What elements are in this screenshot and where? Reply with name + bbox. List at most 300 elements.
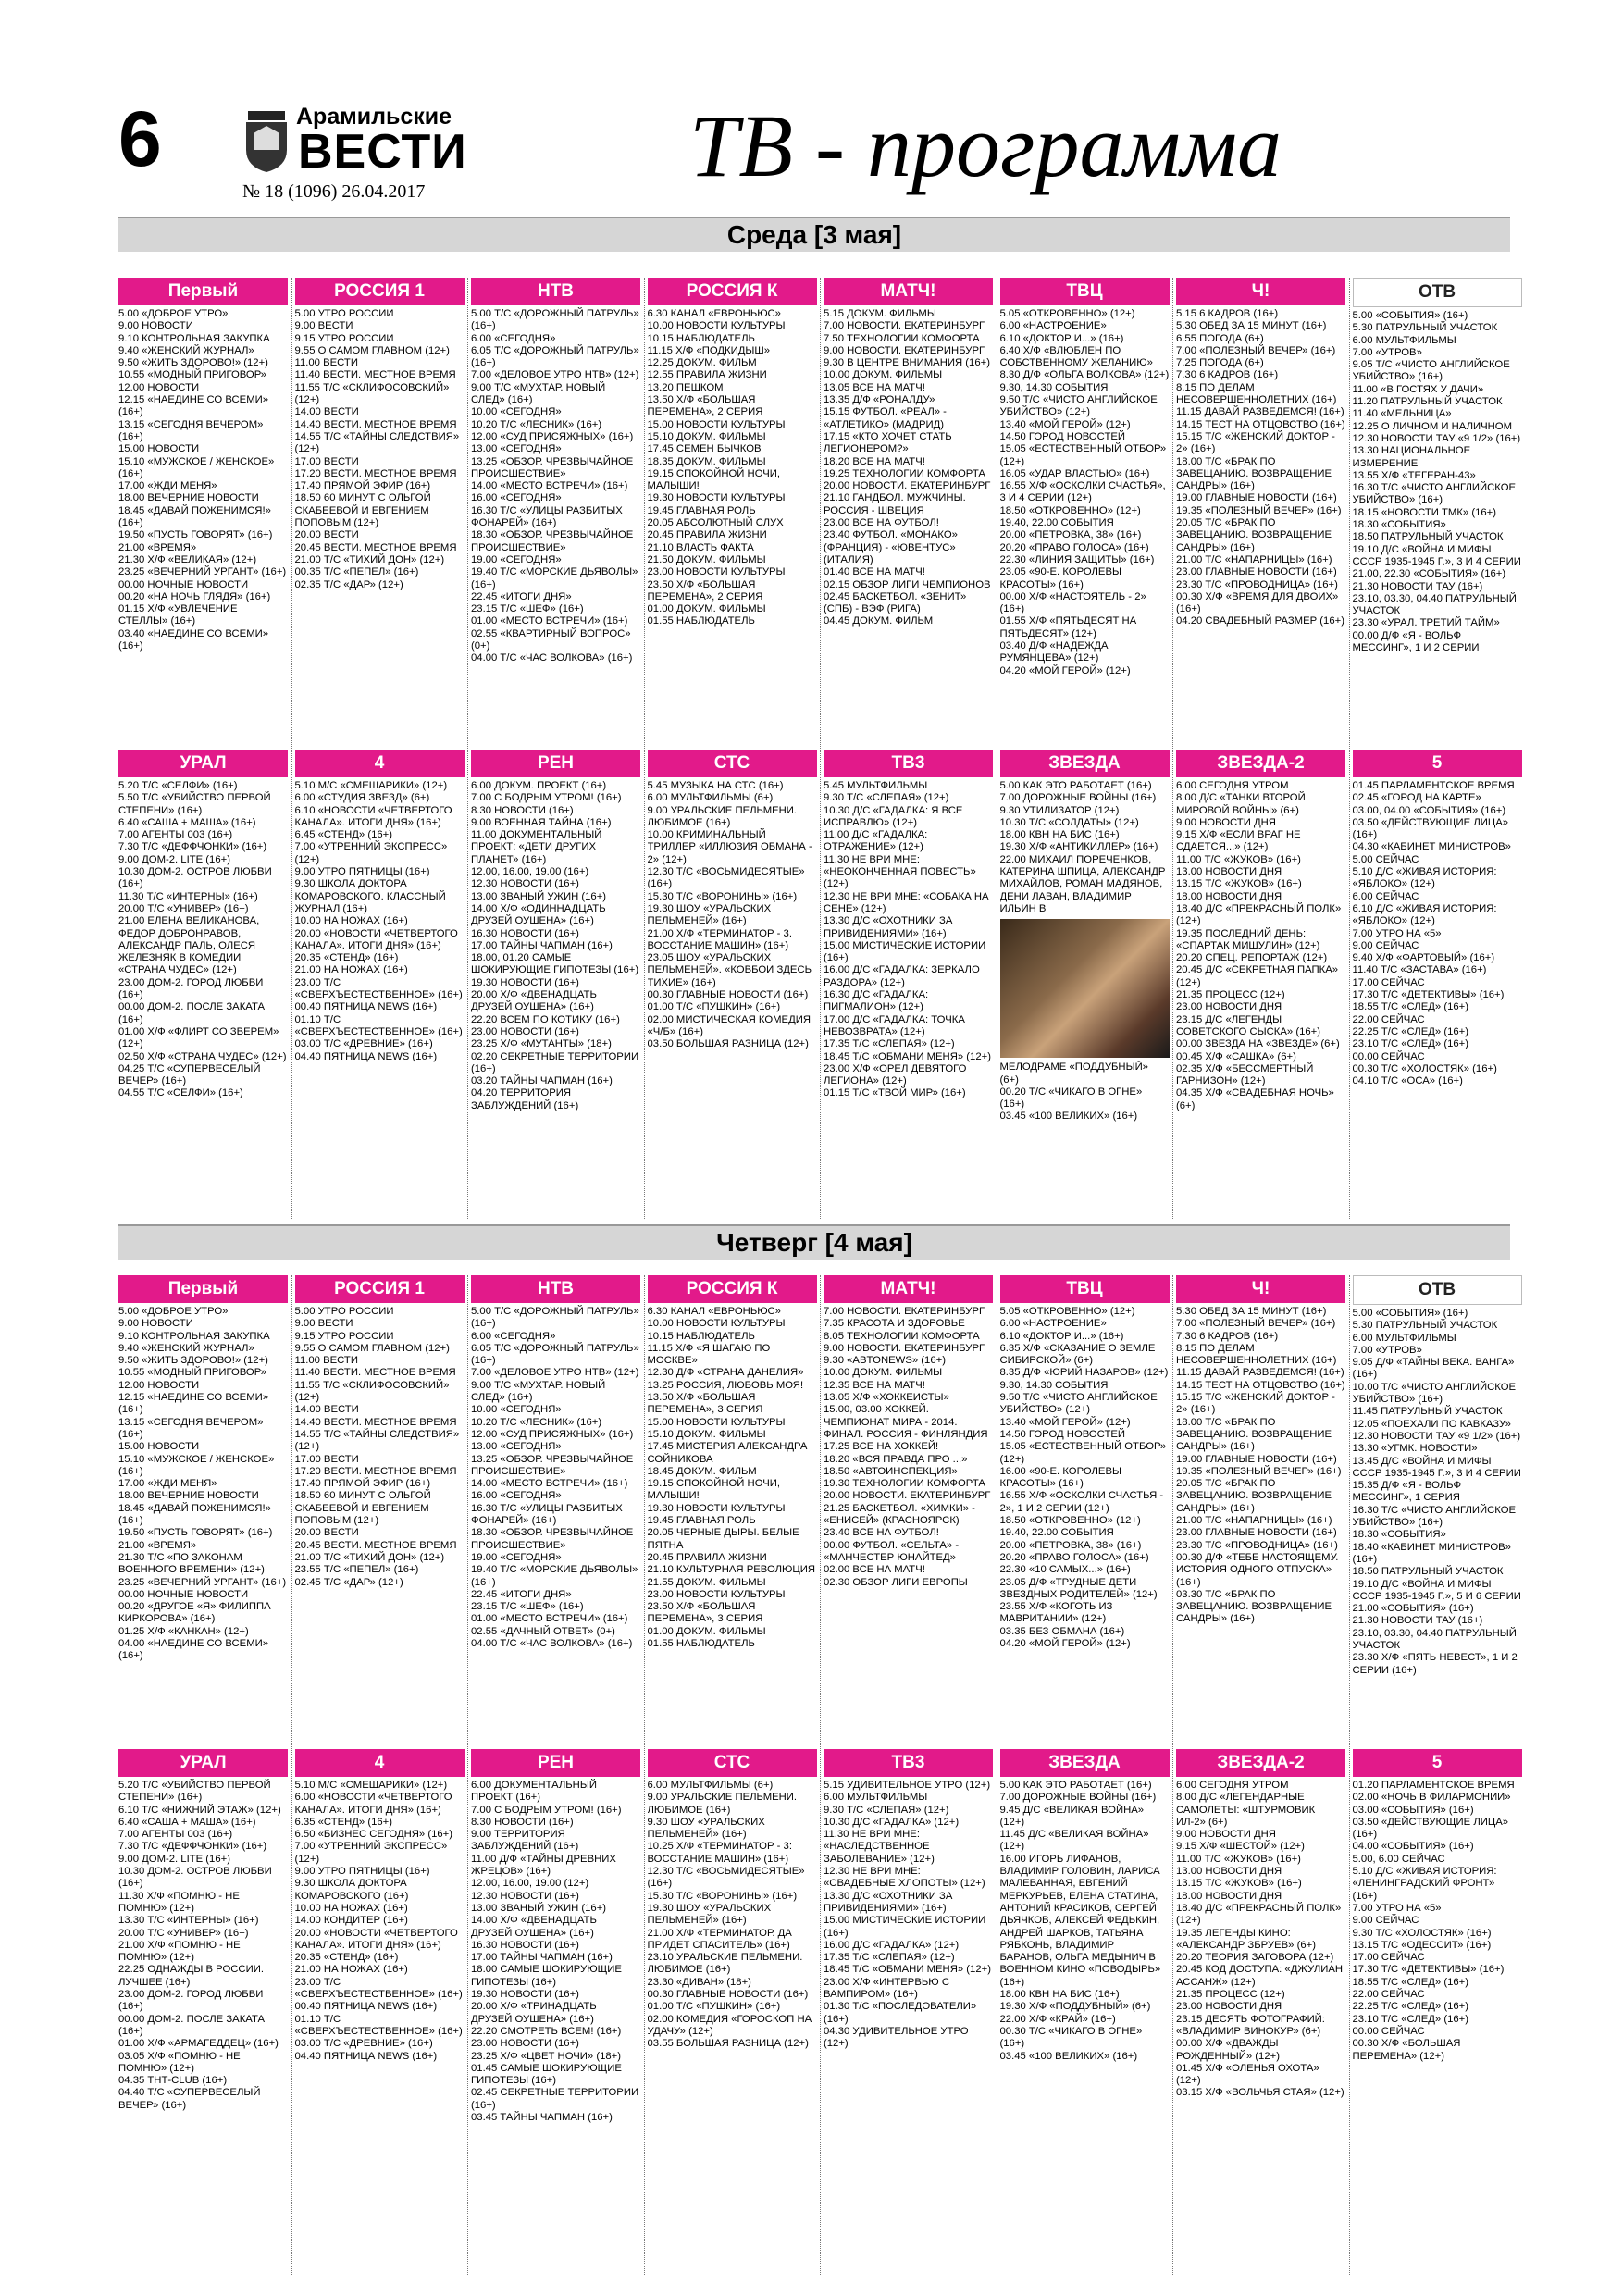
program-item: 23.10 УРАЛЬСКИЕ ПЕЛЬМЕНИ. ЛЮБИМОЕ (16+): [647, 1952, 803, 1976]
program-item: 16.30 Т/С «ЧИСТО АНГЛИЙСКОЕ УБИЙСТВО» (16+): [1352, 482, 1517, 506]
program-item: 8.15 ПО ДЕЛАМ НЕСОВЕРШЕННОЛЕТНИХ (16+): [1176, 381, 1337, 406]
logo-title: ВЕСТИ: [298, 125, 467, 179]
program-item: 18.00 САМЫЕ ШОКИРУЮЩИЕ ГИПОТЕЗЫ (16+): [471, 1964, 622, 1988]
program-item: 7.00 «ПОЛЕЗНЫЙ ВЕЧЕР» (16+): [1176, 344, 1336, 356]
channel-logo-text: ТВ3: [891, 753, 925, 773]
channel-listing: [118, 1749, 288, 2275]
program-item: 16.30 НОВОСТИ (16+): [471, 927, 579, 939]
program-item: 15.05 «ЕСТЕСТВЕННЫЙ ОТБОР» (12+): [999, 1441, 1167, 1465]
channel-logo-text: Первый: [167, 1279, 239, 1298]
column-divider: [820, 1275, 821, 2275]
channel-logo: [295, 1275, 465, 1303]
program-list: [1000, 1306, 1170, 1650]
program-item: 23.40 ВСЕ НА ФУТБОЛ!: [824, 1527, 939, 1539]
program-item: 22.20 СМОТРЕТЬ ВСЕМ! (16+): [471, 2025, 622, 2037]
program-item: 12.30 НЕ ВРИ МНЕ: «СОБАКА НА СЕНЕ» (12+): [824, 890, 989, 914]
program-item: 21.50 ДОКУМ. ФИЛЬМЫ: [647, 553, 766, 565]
program-item: 9.50 Т/С «ЧИСТО АНГЛИЙСКОЕ УБИЙСТВО» (12+): [999, 394, 1158, 418]
program-item: 22.20 ВСЕМ ПО КОТИКУ (16+): [471, 1013, 620, 1025]
program-item: 03.40 Д/Ф «НАДЕЖДА РУМЯНЦЕВА» (12+): [999, 640, 1109, 664]
program-item: 03.35 БЕЗ ОБМАНА (16+): [999, 1625, 1125, 1637]
program-item: 9.45 Д/С «ВЕЛИКАЯ ВОЙНА» (12+): [999, 1804, 1145, 1828]
column-divider: [1349, 278, 1350, 1219]
channel-logo-text: 4: [374, 753, 385, 773]
program-item: 14.55 Т/С «ТАЙНЫ СЛЕДСТВИЯ» (12+): [294, 1428, 460, 1453]
film-still-image: [1000, 919, 1170, 1058]
channel-logo: [824, 1275, 993, 1303]
program-item: 20.00 Т/С «УНИВЕР» (16+): [118, 1927, 249, 1939]
program-item: 10.00 Т/С «ЧИСТО АНГЛИЙСКОЕ УБИЙСТВО» (16+): [1352, 1381, 1517, 1406]
channel-listing: [295, 1275, 465, 1743]
program-item: 12.30 НОВОСТИ (16+): [471, 1890, 579, 1902]
program-item: 01.00 Х/Ф «АРМАГЕДДЕЦ» (16+): [118, 2038, 279, 2050]
program-item: 5.10 Д/С «ЖИВАЯ ИСТОРИЯ: «ЯБЛОКО» (12+): [1352, 866, 1497, 890]
program-item: 15.35 Д/Ф «Я - ВОЛЬФ МЕССИНГ», 1 СЕРИЯ: [1352, 1480, 1462, 1504]
program-item: 8.15 ПО ДЕЛАМ НЕСОВЕРШЕННОЛЕТНИХ (16+): [1176, 1342, 1337, 1367]
program-item: 23.05 «90-Е. КОРОЛЕВЫ КРАСОТЫ» (16+): [999, 566, 1122, 590]
program-item: 19.35 ПОСЛЕДНИЙ ДЕНЬ: «СПАРТАК МИШУЛИН» (12+): [1176, 927, 1320, 951]
channel-logo-text: ЗВЕЗДА: [1048, 753, 1121, 773]
program-item: 18.00 ВЕЧЕРНИЕ НОВОСТИ: [118, 492, 259, 504]
program-list: [648, 1306, 817, 1650]
program-item: 21.00 НА НОЖАХ (16+): [294, 1964, 408, 1976]
program-item: 5.45 МУЛЬТФИЛЬМЫ: [824, 780, 928, 791]
program-item: 02.55 «КВАРТИРНЫЙ ВОПРОС» (0+): [471, 627, 631, 652]
program-list: [295, 780, 465, 1063]
program-item: 23.15 Д/С «ЛЕГЕНДЫ СОВЕТСКОГО СЫСКА» (16+): [1176, 1013, 1321, 1037]
program-item: 10.00 ДОКУМ. ФИЛЬМЫ: [824, 369, 943, 381]
program-item: 18.50 ПАТРУЛЬНЫЙ УЧАСТОК: [1352, 531, 1504, 543]
program-list: [1353, 780, 1522, 1087]
program-item: 9.40 «ЖЕНСКИЙ ЖУРНАЛ»: [118, 344, 254, 356]
program-item: 13.30 Д/С «ОХОТНИКИ ЗА ПРИВИДЕНИЯМИ» (16+): [824, 915, 953, 939]
channel-logo: [471, 750, 640, 777]
program-item: 5.00 УТРО РОССИИ: [294, 1306, 394, 1317]
channel-logo: [824, 278, 993, 305]
channel-logo-text: МАТЧ!: [880, 1279, 936, 1298]
program-item: 5.10 М/С «СМЕШАРИКИ» (12+): [294, 780, 448, 791]
program-item: 13.05 Х/Ф «ХОККЕИСТЫ»: [824, 1392, 949, 1404]
program-item: 01.00 «МЕСТО ВСТРЕЧИ» (16+): [471, 615, 628, 627]
channel-listing: [648, 1749, 817, 2275]
program-item: 16.30 Т/С «УЛИЦЫ РАЗБИТЫХ ФОНАРЕЙ» (16+): [471, 504, 623, 529]
program-item: 23.55 Т/С «ПЕПЕЛ» (16+): [294, 1564, 419, 1576]
program-item: 21.00 «ВРЕМЯ»: [118, 541, 197, 553]
program-item: 11.00 Д/Ф «ТАЙНЫ ДРЕВНИХ ЖРЕЦОВ» (16+): [471, 1853, 616, 1878]
channel-logo: [471, 278, 640, 305]
day-grid: [118, 1275, 1521, 2275]
program-item: 23.00 Т/С «СВЕРХЪЕСТЕСТВЕННОЕ» (16+): [294, 976, 463, 1001]
program-item: 5.00 «ДОБРОЕ УТРО»: [118, 308, 229, 319]
program-list: [1353, 1308, 1522, 1677]
program-item: 22.25 Т/С «СЛЕД» (16+): [1352, 2001, 1469, 2013]
channel-logo: [118, 750, 288, 777]
channel-listing: [1353, 278, 1522, 740]
channel-listing: [1176, 278, 1345, 740]
program-item: 01.00 Т/С «ПУШКИН» (16+): [647, 2001, 781, 2013]
program-item: 11.00 ВЕСТИ: [294, 357, 358, 369]
program-item: 02.00 ВСЕ НА МАТЧ!: [824, 1564, 925, 1576]
program-item: 18.50 «ОТКРОВЕННО» (12+): [999, 504, 1141, 516]
program-item: 17.00 ТАЙНЫ ЧАПМАН (16+): [471, 939, 613, 951]
channel-logo: [1176, 750, 1345, 777]
channel-logo: [1353, 750, 1522, 777]
program-item: 18.45 ДОКУМ. ФИЛЬМ: [647, 1465, 757, 1477]
program-item: 14.00 Х/Ф «ОДИННАДЦАТЬ ДРУЗЕЙ ОУШЕНА» (16+): [471, 902, 606, 927]
program-item: 23.30 «УРАЛ. ТРЕТИЙ ТАЙМ»: [1352, 617, 1500, 629]
program-item: 5.10 Д/С «ЖИВАЯ ИСТОРИЯ: «ЛЕНИНГРАДСКИЙ ФРОНТ» (16+): [1352, 1866, 1497, 1902]
program-item: 8.30 НОВОСТИ (16+): [471, 1816, 574, 1828]
program-item: МЕЛОДРАМЕ «ПОДДУБНЫЙ» (6+): [999, 1061, 1148, 1086]
program-item: 23.00 Х/Ф «ИНТЕРВЬЮ С ВАМПИРОМ» (16+): [824, 1976, 949, 2001]
program-item: 23.00 ДОМ-2. ГОРОД ЛЮБВИ (16+): [118, 1989, 264, 2013]
program-item: 21.25 БАСКЕТБОЛ. «ХИМКИ» - «ЕНИСЕЙ» (КРАСНОЯРСК): [824, 1502, 975, 1527]
program-item: 00.00 НОЧНЫЕ НОВОСТИ: [118, 578, 249, 590]
program-item: 21.00 Т/С «ТИХИЙ ДОН» (12+): [294, 1551, 445, 1563]
program-item: 5.00, 6.00 СЕЙЧАС: [1352, 1853, 1445, 1865]
channel-logo-text: УРАЛ: [180, 753, 227, 773]
program-item: 21.00 Х/Ф «ТЕРМИНАТОР. ДА ПРИДЕТ СПАСИТЕЛЬ» (16+): [647, 1927, 792, 1951]
program-item: 19.30 ШОУ «УРАЛЬСКИХ ПЕЛЬМЕНЕЙ» (16+): [647, 1902, 772, 1927]
program-item: 7.00 «УТРОВ»: [1352, 1344, 1422, 1356]
program-item: 11.40 ВЕСТИ. МЕСТНОЕ ВРЕМЯ: [294, 1367, 456, 1379]
program-item: 11.40 «МЕЛЬНИЦА»: [1352, 408, 1452, 420]
program-item: 01.10 Т/С «СВЕРХЪЕСТЕСТВЕННОЕ» (16+): [294, 1013, 463, 1037]
program-item: 8.05 ТЕХНОЛОГИИ КОМФОРТА: [824, 1330, 980, 1342]
program-item: 04.35 ТНТ-CLUB (16+): [118, 2075, 228, 2087]
channel-logo: [295, 750, 465, 777]
program-item: 5.15 6 КАДРОВ (16+): [1176, 308, 1279, 319]
program-item: 00.00 ДОМ-2. ПОСЛЕ ЗАКАТА (16+): [118, 2013, 266, 2037]
program-item: 00.20 «НА НОЧЬ ГЛЯДЯ» (16+): [118, 590, 271, 602]
program-item: 18.20 «ВСЯ ПРАВДА ПРО ...»: [824, 1453, 968, 1465]
channel-logo-text: СТС: [713, 1753, 750, 1772]
program-item: 9.00 НОВОСТИ: [118, 1318, 193, 1330]
program-item: 16.30 Д/С «ГАДАЛКА: ПИГМАЛИОН» (12+): [824, 989, 929, 1013]
program-item: 15.00 МИСТИЧЕСКИЕ ИСТОРИИ (16+): [824, 939, 986, 964]
program-item: 6.10 Д/С «ЖИВАЯ ИСТОРИЯ: «ЯБЛОКО» (12+): [1352, 902, 1497, 927]
program-item: 9.00 Т/С «МУХТАР. НОВЫЙ СЛЕД» (16+): [471, 1379, 606, 1404]
channel-listing: [471, 750, 640, 1219]
program-item: 6.00 МУЛЬТФИЛЬМЫ (6+): [647, 1780, 774, 1791]
program-item: 10.55 «МОДНЫЙ ПРИГОВОР»: [118, 369, 266, 381]
program-item: 7.00 УТРО НА «5»: [1352, 1902, 1442, 1914]
program-item: 01.10 Т/С «СВЕРХЪЕСТЕСТВЕННОЕ» (16+): [294, 2013, 463, 2037]
program-item: 02.55 «ДАЧНЫЙ ОТВЕТ» (0+): [471, 1625, 615, 1637]
program-item: 00.00 Х/Ф «ДВАЖДЫ РОЖДЕННЫЙ» (12+): [1176, 2038, 1280, 2062]
program-item: 15.10 ДОКУМ. ФИЛЬМЫ: [647, 430, 766, 442]
program-item: 9.00 УРАЛЬСКИЕ ПЕЛЬМЕНИ. ЛЮБИМОЕ (16+): [647, 804, 798, 828]
program-item: 21.00 «ВРЕМЯ»: [118, 1539, 197, 1551]
program-item: 00.00 НОЧНЫЕ НОВОСТИ: [118, 1588, 249, 1600]
channel-logo-text: РЕН: [537, 753, 575, 773]
program-item: 6.40 «САША + МАША» (16+): [118, 1816, 256, 1828]
program-item: 04.35 Х/Ф «СВАДЕБНАЯ НОЧЬ» (6+): [1176, 1087, 1334, 1111]
program-item: 19.30 НОВОСТИ КУЛЬТУРЫ: [647, 492, 786, 504]
program-item: 21.00 НА НОЖАХ (16+): [294, 964, 408, 976]
program-item: 9.15 Х/Ф «ЕСЛИ ВРАГ НЕ СДАЕТСЯ...» (12+): [1176, 829, 1301, 853]
program-item: 13.00 ЗВАНЫЙ УЖИН (16+): [471, 1902, 607, 1914]
program-item: 01.45 САМЫЕ ШОКИРУЮЩИЕ ГИПОТЕЗЫ (16+): [471, 2062, 622, 2087]
program-item: 5.50 Т/С «УБИЙСТВО ПЕРВОЙ СТЕПЕНИ» (16+): [118, 792, 271, 816]
program-item: 17.45 МИСТЕРИЯ АЛЕКСАНДРА СОЙНИКОВА: [647, 1441, 808, 1465]
program-item: 18.30 «ОБЗОР. ЧРЕЗВЫЧАЙНОЕ ПРОИСШЕСТВИЕ»: [471, 529, 634, 553]
program-item: 19.30 НОВОСТИ (16+): [471, 1989, 579, 2001]
program-item: 23.25 «ВЕЧЕРНИЙ УРГАНТ» (16+): [118, 566, 287, 578]
program-item: 20.45 ПРАВИЛА ЖИЗНИ: [647, 529, 767, 541]
program-item: 02.00 КОМЕДИЯ «ГОРОСКОП НА УДАЧУ» (12+): [647, 2013, 812, 2037]
program-item: 11.00 Т/С «ЖУКОВ» (16+): [1176, 853, 1301, 865]
channel-listing: [295, 1749, 465, 2275]
program-item: 17.00 ВЕСТИ: [294, 455, 359, 467]
program-item: 20.05 Т/С «БРАК ПО ЗАВЕЩАНИЮ. ВОЗВРАЩЕНИЕ САНДРЫ» (16+): [1176, 517, 1332, 553]
page-title: ТВ - программа: [689, 96, 1282, 195]
program-item: 21.00 ЕЛЕНА ВЕЛИКАНОВА, ФЕДОР ДОБРОНРАВОВ, АЛЕКСАНДР ПАЛЬ, ОЛЕСЯ ЖЕЛЕЗНЯК В КОМЕДИИ «СТРАНА ЧУДЕС» (12+): [118, 915, 260, 976]
channel-listing: [824, 1749, 993, 2275]
program-item: 18.00, 01.20 САМЫЕ ШОКИРУЮЩИЕ ГИПОТЕЗЫ (16+): [471, 952, 639, 976]
program-item: 14.40 ВЕСТИ. МЕСТНОЕ ВРЕМЯ: [294, 1416, 457, 1428]
channel-listing: [295, 278, 465, 740]
program-item: 01.00 ДОКУМ. ФИЛЬМЫ: [647, 603, 766, 615]
program-item: 04.45 ДОКУМ. ФИЛЬМ: [824, 615, 934, 627]
program-item: 23.40 ФУТБОЛ. «МОНАКО» (ФРАНЦИЯ) - «ЮВЕНТУС» (ИТАЛИЯ): [824, 529, 958, 565]
issue-info: № 18 (1096) 26.04.2017: [242, 181, 426, 202]
program-item: 5.00 «СОБЫТИЯ» (16+): [1352, 310, 1468, 321]
program-item: 23.00 НОВОСТИ КУЛЬТУРЫ: [647, 566, 786, 578]
program-item: 16.00 «90-Е. КОРОЛЕВЫ КРАСОТЫ» (16+): [999, 1465, 1122, 1490]
program-item: 9.00 НОВОСТИ. ЕКАТЕРИНБУРГ: [824, 1342, 985, 1354]
program-item: 00.30 Х/Ф «ВРЕМЯ ДЛЯ ДВОИХ» (16+): [1176, 590, 1339, 615]
program-item: 18.00 КВН НА БИС (16+): [999, 829, 1120, 841]
program-item: 13.15 Т/С «ЖУКОВ» (16+): [1176, 1878, 1302, 1890]
program-item: 20.20 «ПРАВО ГОЛОСА» (16+): [999, 541, 1149, 553]
program-item: 12.00, 16.00, 19.00 (16+): [471, 866, 589, 878]
program-item: 14.00 КОНДИТЕР (16+): [294, 1915, 408, 1927]
program-item: 13.45 Д/С «ВОЙНА И МИФЫ СССР 1935-1945 Г.», 3 И 4 СЕРИИ: [1352, 1455, 1521, 1479]
program-item: 7.25 ПОГОДА (6+): [1176, 357, 1264, 369]
program-item: 13.25 РОССИЯ, ЛЮБОВЬ МОЯ!: [647, 1379, 804, 1391]
program-item: 23.10 Т/С «СЛЕД» (16+): [1352, 2013, 1469, 2025]
program-item: 23.00 НОВОСТИ ДНЯ: [1176, 1001, 1282, 1013]
program-item: 23.10, 03.30, 04.40 ПАТРУЛЬНЫЙ УЧАСТОК: [1352, 592, 1517, 617]
program-item: 01.00 «МЕСТО ВСТРЕЧИ» (16+): [471, 1613, 628, 1625]
program-item: 10.00 НОВОСТИ КУЛЬТУРЫ: [647, 320, 786, 332]
program-item: 21.00 Т/С «НАПАРНИЦЫ» (16+): [1176, 553, 1332, 565]
program-item: 19.30 НОВОСТИ КУЛЬТУРЫ: [647, 1502, 786, 1514]
program-item: 9.50 «ЖИТЬ ЗДОРОВО!» (12+): [118, 1355, 268, 1367]
program-item: 14.00 «МЕСТО ВСТРЕЧИ» (16+): [471, 1478, 628, 1490]
program-item: 13.30 Т/С «ИНТЕРНЫ» (16+): [118, 1915, 259, 1927]
program-item: 14.00 ВЕСТИ: [294, 1404, 359, 1416]
program-item: 18.45 «ДАВАЙ ПОЖЕНИМСЯ!» (16+): [118, 1502, 271, 1527]
program-item: 23.05 Д/Ф «ТРУДНЫЕ ДЕТИ ЗВЕЗДНЫХ РОДИТЕЛЕЙ» (12+): [999, 1576, 1158, 1600]
program-item: 15.00 НОВОСТИ КУЛЬТУРЫ: [647, 418, 786, 430]
program-item: 02.50 Х/Ф «СТРАНА ЧУДЕС» (12+): [118, 1050, 287, 1062]
program-item: 00.35 Т/С «ПЕПЕЛ» (16+): [294, 566, 419, 578]
program-item: 20.00 ВЕСТИ: [294, 1527, 359, 1539]
program-item: 10.00 ДОКУМ. ФИЛЬМЫ: [824, 1367, 943, 1379]
program-item: 16.55 Х/Ф «ОСКОЛКИ СЧАСТЬЯ», 3 И 4 СЕРИИ (12+): [999, 480, 1166, 504]
program-item: 5.30 ПАТРУЛЬНЫЙ УЧАСТОК: [1352, 1320, 1498, 1332]
program-item: 13.15 «СЕГОДНЯ ВЕЧЕРОМ» (16+): [118, 1416, 264, 1440]
channel-listing: [1353, 1749, 1522, 2275]
program-item: 16.30 Т/С «ЧИСТО АНГЛИЙСКОЕ УБИЙСТВО» (16+): [1352, 1504, 1517, 1529]
program-item: 5.00 КАК ЭТО РАБОТАЕТ (16+): [999, 780, 1152, 791]
program-item: 02.15 ОБЗОР ЛИГИ ЧЕМПИОНОВ: [824, 578, 991, 590]
program-item: 03.50 «ДЕЙСТВУЮЩИЕ ЛИЦА» (16+): [1352, 816, 1509, 841]
program-item: 00.20 «ДРУГОЕ «Я» ФИЛИППА КИРКОРОВА» (16+): [118, 1601, 271, 1625]
program-item: 14.15 ТЕСТ НА ОТЦОВСТВО (16+): [1176, 418, 1345, 430]
program-item: 14.00 Х/Ф «ДВЕНАДЦАТЬ ДРУЗЕЙ ОУШЕНА» (16+): [471, 1915, 597, 1939]
program-item: 9.30 ШКОЛА ДОКТОРА КОМАРОВСКОГО (16+): [294, 1878, 409, 1902]
program-item: 9.00 Т/С «МУХТАР. НОВЫЙ СЛЕД» (16+): [471, 381, 606, 406]
program-list: [648, 780, 817, 1051]
program-item: 15.15 ФУТБОЛ. «РЕАЛ» - «АТЛЕТИКО» (МАДРИД): [824, 406, 947, 430]
program-item: 9.40 Х/Ф «ФАРТОВЫЙ» (16+): [1352, 952, 1495, 964]
program-list: [118, 780, 288, 1100]
program-item: 22.00 СЕЙЧАС: [1352, 1989, 1425, 2001]
program-item: 04.40 Т/С «СУПЕРВЕСЕЛЫЙ ВЕЧЕР» (16+): [118, 2087, 261, 2111]
channel-listing: [295, 750, 465, 1219]
program-item: 23.25 Х/Ф «МУТАНТЫ» (18+): [471, 1038, 612, 1050]
program-item: 02.00 МИСТИЧЕСКАЯ КОМЕДИЯ «Ч/Б» (16+): [647, 1013, 811, 1037]
channel-listing: [648, 1275, 817, 1743]
program-item: 13.20 ПЕШКОМ: [647, 381, 724, 393]
program-item: 18.50 60 МИНУТ С ОЛЬГОЙ СКАБЕЕВОЙ И ЕВГЕНИЕМ ПОПОВЫМ (12+): [294, 1490, 431, 1527]
program-item: 20.20 «ПРАВО ГОЛОСА» (16+): [999, 1551, 1149, 1563]
program-item: 01.00 Т/С «ПУШКИН» (16+): [647, 1001, 781, 1013]
program-item: 20.00 Т/С «УНИВЕР» (16+): [118, 902, 249, 914]
program-item: 18.40 Д/С «ПРЕКРАСНЫЙ ПОЛК» (12+): [1176, 1902, 1342, 1927]
program-item: 01.25 Х/Ф «КАНКАН» (12+): [118, 1625, 249, 1637]
program-list: [295, 1306, 465, 1589]
program-item: 11.55 Т/С «СКЛИФОСОВСКИЙ» (12+): [294, 381, 450, 406]
program-item: 9.00 ВОЕННАЯ ТАЙНА (16+): [471, 816, 612, 828]
program-item: 6.00 МУЛЬТФИЛЬМЫ: [1352, 1332, 1456, 1344]
program-item: 18.50 «АВТОИНСПЕКЦИЯ»: [824, 1465, 958, 1477]
program-item: 5.00 СЕЙЧАС: [1352, 853, 1419, 865]
program-item: 5.00 «СОБЫТИЯ» (16+): [1352, 1308, 1468, 1319]
program-item: 5.20 Т/С «УБИЙСТВО ПЕРВОЙ СТЕПЕНИ» (16+): [118, 1780, 271, 1804]
program-item: 04.00 «НАЕДИНЕ СО ВСЕМИ» (16+): [118, 1638, 269, 1662]
program-item: 15.15 Т/С «ЖЕНСКИЙ ДОКТОР - 2» (16+): [1176, 430, 1335, 455]
program-item: 6.05 Т/С «ДОРОЖНЫЙ ПАТРУЛЬ» (16+): [471, 344, 639, 369]
channel-listing: [648, 750, 817, 1219]
channel-logo: [118, 1749, 288, 1777]
program-item: 13.30 «УГМК. НОВОСТИ»: [1352, 1443, 1478, 1455]
program-item: 9.30 Т/С «ХОЛОСТЯК» (16+): [1352, 1927, 1492, 1939]
program-item: 13.00 НОВОСТИ ДНЯ: [1176, 1866, 1282, 1878]
program-item: 04.20 «МОЙ ГЕРОЙ» (12+): [999, 1638, 1131, 1650]
page-number: 6: [118, 95, 162, 182]
program-item: 00.00 СЕЙЧАС: [1352, 1050, 1425, 1062]
program-item: 12.05 «ПОЕХАЛИ ПО КАВКАЗУ»: [1352, 1418, 1511, 1430]
program-item: 17.45 СЕМЕН БЫЧКОВ: [647, 443, 762, 455]
program-item: 17.00 СЕЙЧАС: [1352, 1952, 1425, 1964]
program-item: 20.45 Д/С «СЕКРЕТНАЯ ПАПКА» (12+): [1176, 964, 1339, 988]
program-item: 12.00 НОВОСТИ: [118, 1379, 200, 1391]
program-item: 17.20 ВЕСТИ. МЕСТНОЕ ВРЕМЯ: [294, 1465, 457, 1477]
program-item: 11.15 ДАВАЙ РАЗВЕДЕМСЯ! (16+): [1176, 406, 1344, 418]
program-item: 21.00 Т/С «НАПАРНИЦЫ» (16+): [1176, 1515, 1332, 1527]
program-item: 22.30 «ЛИНИЯ ЗАЩИТЫ» (16+): [999, 553, 1155, 565]
program-item: 03.45 «100 ВЕЛИКИХ» (16+): [999, 2050, 1138, 2062]
program-item: 11.30 Х/Ф «ПОМНЮ - НЕ ПОМНЮ» (12+): [118, 1890, 240, 1914]
program-item: 00.30 Т/С «ЧИКАГО В ОГНЕ» (16+): [999, 2025, 1143, 2050]
channel-logo-text: РОССИЯ К: [686, 281, 778, 301]
channel-listing: [118, 278, 288, 740]
channel-logo: [1353, 278, 1522, 307]
program-item: 13.55 Х/Ф «ТЕГЕРАН-43»: [1352, 469, 1476, 481]
program-item: 18.00 Т/С «БРАК ПО ЗАВЕЩАНИЮ. ВОЗВРАЩЕНИЕ САНДРЫ» (16+): [1176, 1416, 1332, 1453]
program-item: 20.00 «ПЕТРОВКА, 38» (16+): [999, 1539, 1142, 1551]
program-item: 9.00 ДОМ-2. LITE (16+): [118, 1853, 230, 1865]
program-item: 11.40 Т/С «ЗАСТАВА» (16+): [1352, 964, 1487, 976]
program-item: 18.30 «СОБЫТИЯ»: [1352, 1529, 1446, 1541]
program-item: 7.00 С БОДРЫМ УТРОМ! (16+): [471, 792, 622, 804]
program-item: 19.10 Д/С «ВОЙНА И МИФЫ СССР 1935-1945 Г.», 5 И 6 СЕРИИ: [1352, 1578, 1521, 1602]
program-item: 01.20 ПАРЛАМЕНТСКОЕ ВРЕМЯ: [1352, 1780, 1515, 1791]
channel-logo-text: 5: [1431, 1753, 1443, 1772]
program-item: 19.50 «ПУСТЬ ГОВОРЯТ» (16+): [118, 529, 273, 541]
logo-town: Арамильские: [296, 104, 452, 130]
program-item: 9.00 ТЕРРИТОРИЯ ЗАБЛУЖДЕНИЙ (16+): [471, 1829, 579, 1853]
column-divider: [467, 278, 468, 1219]
program-item: 11.30 НЕ ВРИ МНЕ: «НЕОКОНЧЕННАЯ ПОВЕСТЬ» (12+): [824, 853, 976, 890]
program-item: 9.10 КОНТРОЛЬНАЯ ЗАКУПКА: [118, 332, 270, 344]
program-item: 11.40 ВЕСТИ. МЕСТНОЕ ВРЕМЯ: [294, 369, 456, 381]
program-item: 21.30 Т/С «ПО ЗАКОНАМ ВОЕННОГО ВРЕМЕНИ» (12+): [118, 1551, 265, 1576]
channel-logo: [118, 1275, 288, 1303]
program-item: 00.30 ГЛАВНЫЕ НОВОСТИ (16+): [647, 1989, 809, 2001]
program-item: 5.30 ОБЕД ЗА 15 МИНУТ (16+): [1176, 1306, 1327, 1317]
program-item: 23.30 «ДИВАН» (18+): [647, 1976, 751, 1988]
program-item: 9.30 «ABTONEWS» (16+): [824, 1355, 946, 1367]
program-item: 5.15 УДИВИТЕЛЬНОЕ УТРО (12+): [824, 1780, 991, 1791]
program-item: 7.00 «ПОЛЕЗНЫЙ ВЕЧЕР» (16+): [1176, 1318, 1336, 1330]
program-item: 12.35 ВСЕ НА МАТЧ!: [824, 1379, 925, 1391]
program-item: 22.45 «ИТОГИ ДНЯ»: [471, 590, 572, 602]
program-item: 18.00 НОВОСТИ ДНЯ: [1176, 890, 1282, 902]
program-item: 6.35 Х/Ф «СКАЗАНИЕ О ЗЕМЛЕ СИБИРСКОЙ» (6+): [999, 1342, 1156, 1367]
program-item: 21.00, 22.30 «СОБЫТИЯ» (16+): [1352, 568, 1506, 580]
program-item: 19.00 «СЕГОДНЯ»: [471, 553, 562, 565]
program-item: 04.20 СВАДЕБНЫЙ РАЗМЕР (16+): [1176, 615, 1344, 627]
program-item: 9.00 СЕЙЧАС: [1352, 1915, 1419, 1927]
program-item: 04.55 Т/С «СЕЛФИ» (16+): [118, 1087, 243, 1099]
program-item: 6.45 «СТЕНД» (16+): [294, 829, 393, 841]
program-item: 15.00 НОВОСТИ: [118, 1441, 200, 1453]
program-item: 00.00 ЗВЕЗДА НА «ЗВЕЗДЕ» (6+): [1176, 1038, 1340, 1050]
program-item: 13.30 НАЦИОНАЛЬНОЕ ИЗМЕРЕНИЕ: [1352, 445, 1471, 469]
program-item: 13.00 НОВОСТИ ДНЯ: [1176, 866, 1282, 878]
program-item: 03.45 «100 ВЕЛИКИХ» (16+): [999, 1111, 1138, 1123]
program-item: 03.00 Т/С «ДРЕВНИЕ» (16+): [294, 1038, 433, 1050]
program-item: 19.15 СПОКОЙНОЙ НОЧИ, МАЛЫШИ!: [647, 467, 781, 492]
program-item: 01.55 Х/Ф «ПЯТЬДЕСЯТ НА ПЯТЬДЕСЯТ» (12+): [999, 615, 1137, 639]
program-item: 12.00, 16.00, 19.00 (12+): [471, 1878, 589, 1890]
channel-logo: [648, 1275, 817, 1303]
program-item: 11.15 ДАВАЙ РАЗВЕДЕМСЯ! (16+): [1176, 1367, 1344, 1379]
program-item: 9.50 Т/С «ЧИСТО АНГЛИЙСКОЕ УБИЙСТВО» (12+): [999, 1392, 1158, 1416]
program-item: 7.00 УТРО НА «5»: [1352, 927, 1442, 939]
day-header: Среда [3 мая]: [118, 217, 1510, 252]
program-item: 17.40 ПРЯМОЙ ЭФИР (16+): [294, 1478, 431, 1490]
channel-logo: [648, 1749, 817, 1777]
program-item: 11.00 «В ГОСТЯХ У ДАЧИ»: [1352, 383, 1484, 395]
program-item: 20.00 «ПЕТРОВКА, 38» (16+): [999, 529, 1142, 541]
program-item: 23.00 ДОМ-2. ГОРОД ЛЮБВИ (16+): [118, 976, 264, 1001]
